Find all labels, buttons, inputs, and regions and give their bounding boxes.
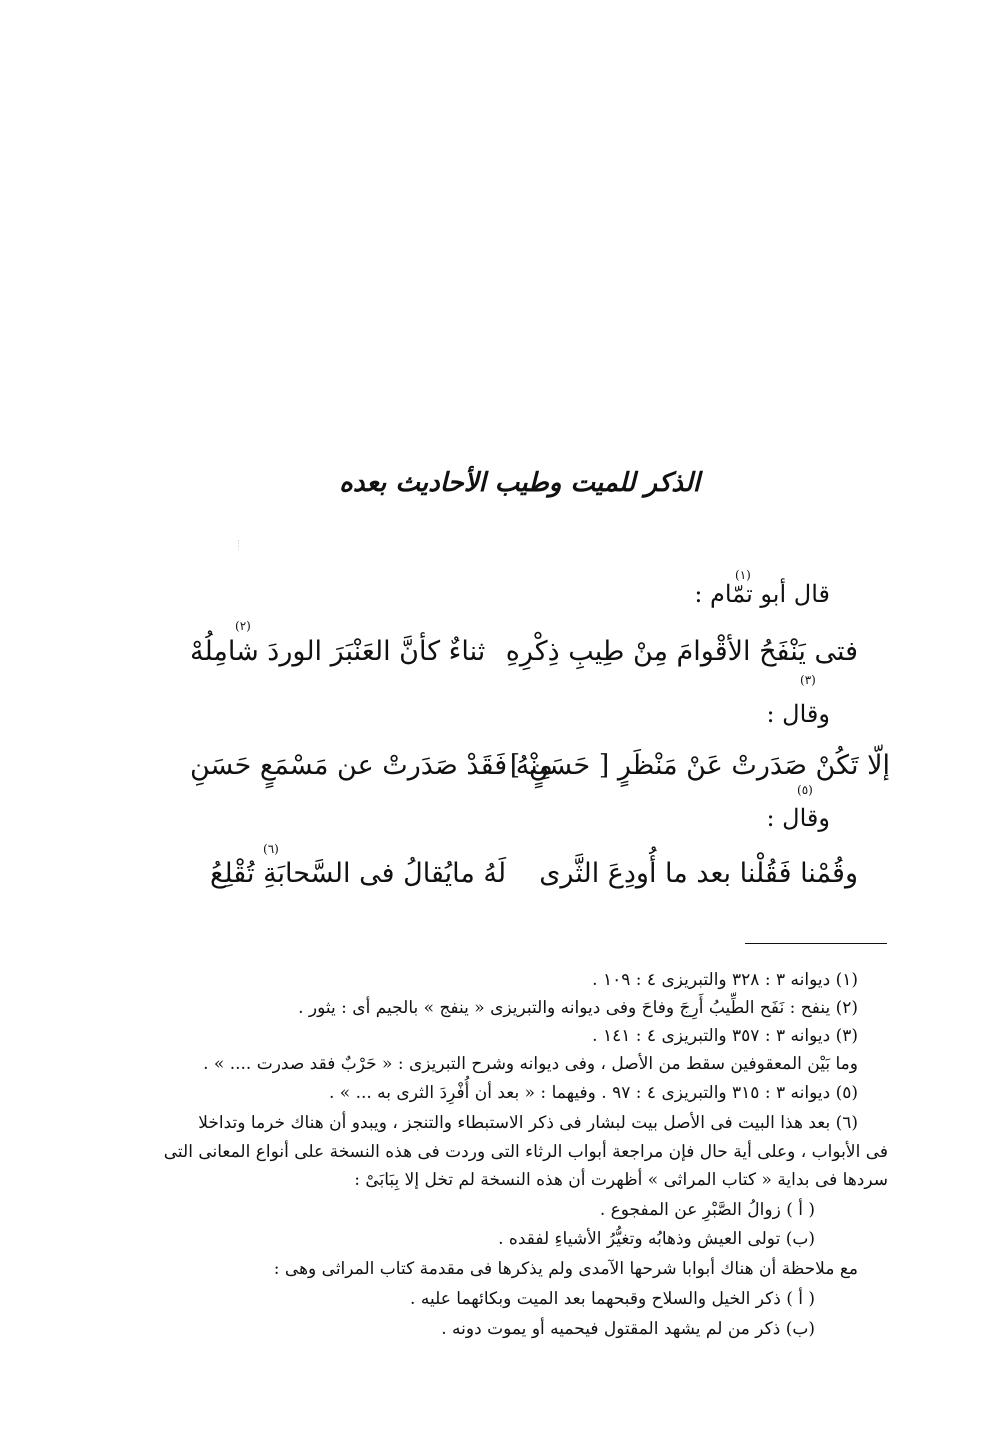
verse-second-hemistich: لَهُ مايُقالُ فى السَّحابَةِ تُقْلِعُ [210,858,507,889]
verse-second-hemistich: ثناءٌ كأنَّ العَنْبَرَ الوردَ شامِلُهْ [190,636,486,667]
footnote-ref: (٢) [235,619,251,633]
scan-speck [238,540,245,550]
footnote-ref: (٦) [263,842,279,856]
footnote-line: سردها فى بداية « كتاب المراثى » أظهرت أن هذه النسخة لم تخل إلا بِبَابَىْ : [354,1170,888,1190]
poem-intro: وقال : [766,804,830,832]
footnote-separator [745,943,887,944]
poem-intro: وقال : [766,700,830,728]
footnote-line: (ب) تولى العيش وذهابُه وتغيُّرُ الأشياءِ لفقده . [498,1229,815,1249]
footnote-ref: (٣) [800,673,816,687]
footnote-line: (ب) ذكر من لم يشهد المقتول فيحميه أو يموت دونه . [441,1319,815,1339]
verse-first-hemistich: وقُمْنا فَقُلْنا بعد ما أُودِعَ الثَّرى [539,858,858,889]
verse-first-hemistich: فتى يَنْفَحُ الأقْوامَ مِنْ طِيبِ ذِكْرِهِ [505,636,858,667]
chapter-title: الذكر للميت وطيب الأحاديث بعده [339,468,700,498]
footnote-ref: (٥) [797,783,813,797]
footnote-line: وما بَيْن المعقوفين سقط من الأصل ، وفى ديوانه وشرح التبريزى : « حَرْبٌ فقد صدرت .... » . [203,1054,858,1074]
footnote-ref: (١) [735,568,751,582]
footnote-line: (٣) ديوانه ٣ : ٣٥٧ والتبريزى ٤ : ١٤١ . [592,1026,858,1046]
verse-first-hemistich: إلّا تَكُنْ صَدَرتْ عَنْ مَنْظَرٍ [ حَسَنٍ ] [509,750,890,781]
footnote-line: (٦) بعد هذا البيت فى الأصل بيت لبشار فى ذكر الاستبطاء والتنجز ، ويبدو أن هناك خرما وتداخلا [198,1113,858,1133]
footnote-line: مع ملاحظة أن هناك أبوابا شرحها الآمدى ولم يذكرها فى مقدمة كتاب المراثى وهى : [273,1259,858,1279]
footnote-line: ( أ ) زوالُ الصَّبْرِ عن المفجوع . [599,1200,815,1220]
footnote-line: (٢) ينفح : نَفَح الطِّيبُ أَرِجَ وفاحَ وفى ديوانه والتبريزى « ينفج » بالجيم أى : يثور . [298,998,858,1018]
footnote-line: (٥) ديوانه ٣ : ٣١٥ والتبريزى ٤ : ٩٧ . وفيهما : « بعد أن أُفْرِدَ الثرى به ... » . [328,1083,858,1103]
verse-second-hemistich: مِنْهُ فَقَدْ صَدَرتْ عن مَسْمَعٍ حَسَنِ [190,750,553,781]
footnote-line: فى الأبواب ، وعلى أية حال فإن مراجعة أبواب الرثاء التى وردت فى هذه النسخة على أنواع المعانى التى [163,1142,888,1162]
poem-intro: قال أبو تمّام : [694,580,830,608]
footnote-line: ( أ ) ذكر الخيل والسلاح وقبحهما بعد الميت وبكائهما عليه . [410,1289,815,1309]
footnote-line: (١) ديوانه ٣ : ٣٢٨ والتبريزى ٤ : ١٠٩ . [592,970,858,990]
